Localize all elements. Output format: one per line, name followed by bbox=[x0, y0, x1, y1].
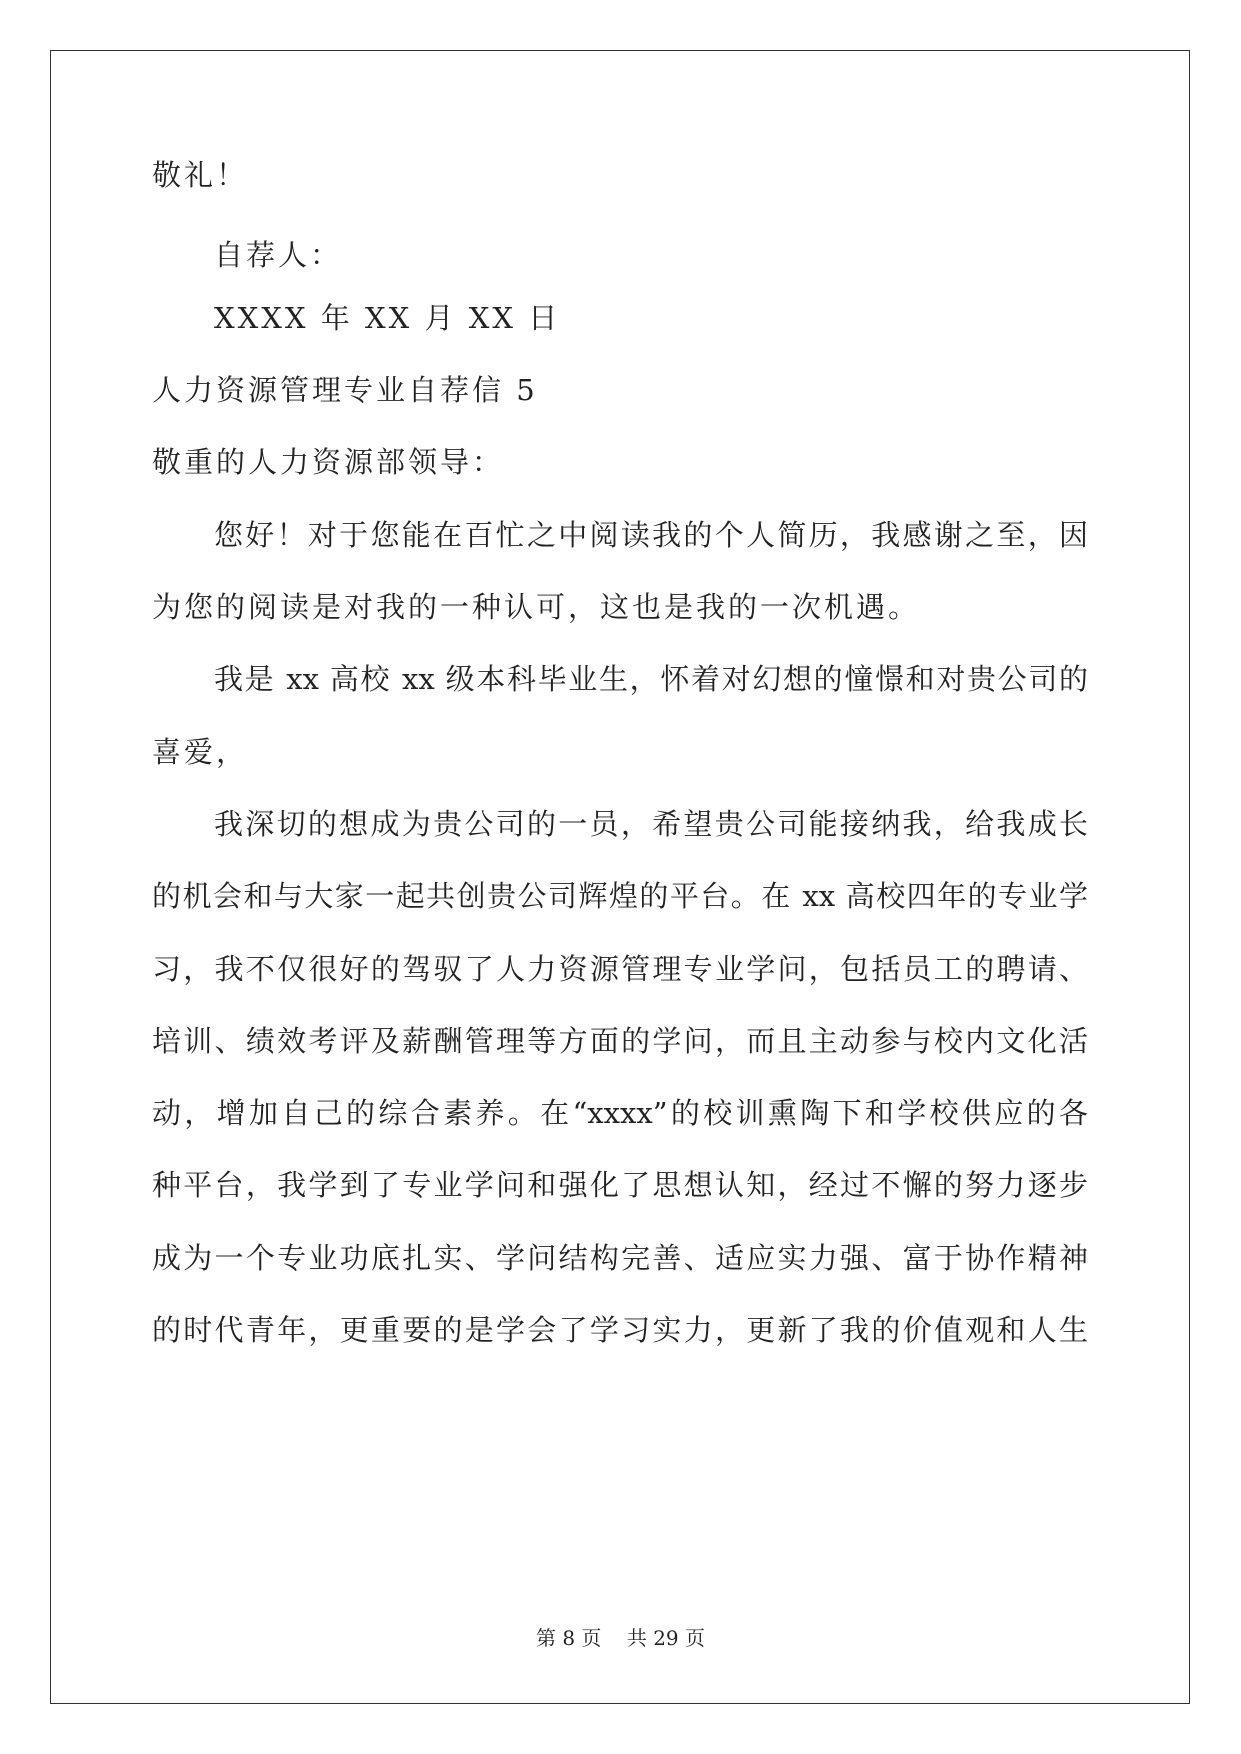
section-title: 人力资源管理专业自荐信 5 bbox=[152, 373, 538, 407]
paragraph-line: 的机会和与大家一起共创贵公司辉煌的平台。在 xx 高校四年的专业学 bbox=[152, 879, 1088, 913]
page-number-footer: 第 8 页 共 29 页 bbox=[535, 1626, 706, 1650]
paragraph-line: 成为一个专业功底扎实、学问结构完善、适应实力强、富于协作精神 bbox=[152, 1241, 1088, 1275]
date-line: XXXX 年 XX 月 XX 日 bbox=[214, 301, 561, 335]
paragraph-line: 习，我不仅很好的驾驭了人力资源管理专业学问，包括员工的聘请、 bbox=[152, 952, 1088, 986]
closing-salutation: 敬礼！ bbox=[152, 158, 249, 192]
paragraph-line: 您好！对于您能在百忙之中阅读我的个人简历，我感谢之至，因 bbox=[214, 518, 1088, 552]
paragraph-line: 为您的阅读是对我的一种认可，这也是我的一次机遇。 bbox=[152, 590, 921, 624]
paragraph-line: 的时代青年，更重要的是学会了学习实力，更新了我的价值观和人生 bbox=[152, 1313, 1088, 1347]
signature-label: 自荐人： bbox=[214, 238, 343, 272]
paragraph-line: 培训、绩效考评及薪酬管理等方面的学问，而且主动参与校内文化活 bbox=[152, 1024, 1088, 1058]
paragraph-line: 我是 xx 高校 xx 级本科毕业生，怀着对幻想的憧憬和对贵公司的 bbox=[214, 662, 1088, 696]
paragraph-line: 动，增加自己的综合素养。在“xxxx”的校训熏陶下和学校供应的各 bbox=[152, 1096, 1088, 1130]
paragraph-line: 我深切的想成为贵公司的一员，希望贵公司能接纳我，给我成长 bbox=[214, 807, 1088, 841]
letter-greeting: 敬重的人力资源部领导： bbox=[152, 445, 505, 479]
paragraph-line: 种平台，我学到了专业学问和强化了思想认知，经过不懈的努力逐步 bbox=[152, 1168, 1088, 1202]
paragraph-line: 喜爱， bbox=[152, 735, 249, 769]
